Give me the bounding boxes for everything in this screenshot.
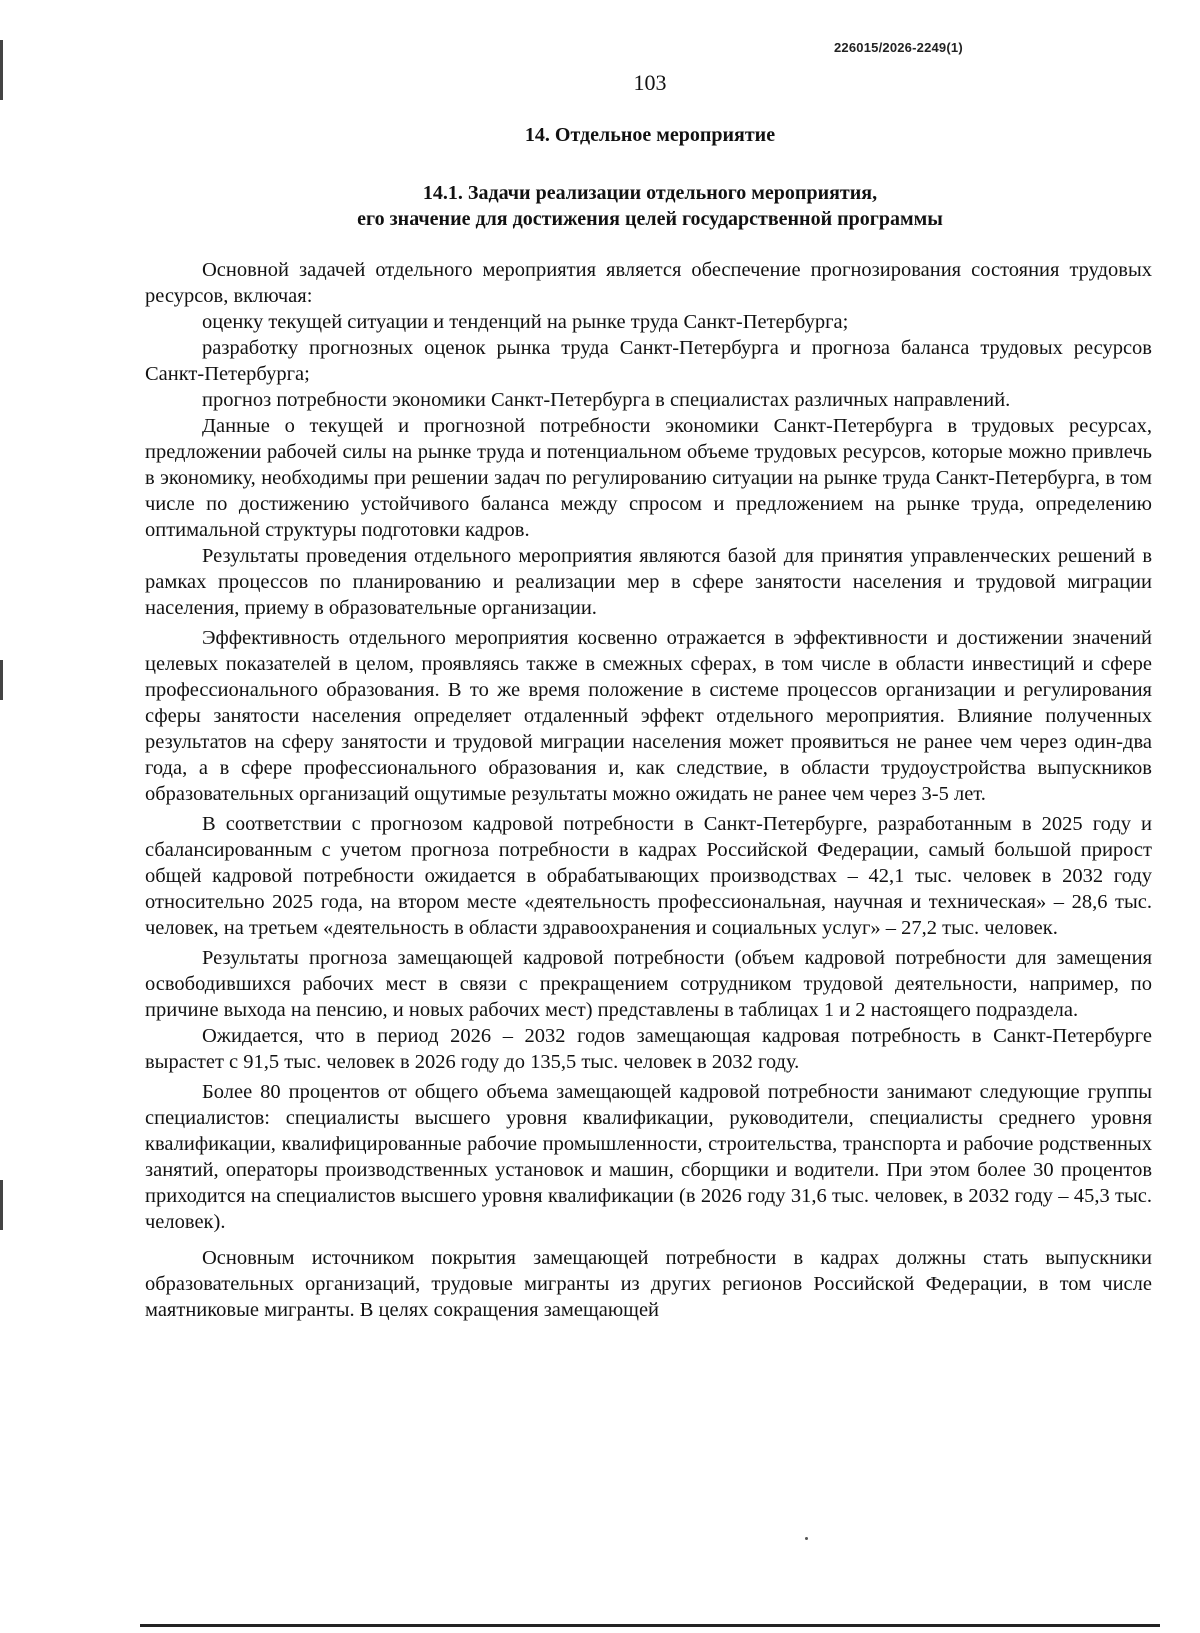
subsection-title [0, 180, 1200, 232]
document-id: 226015/2026-2249(1) [834, 40, 963, 55]
paragraph: В соответствии с прогнозом кадровой потребности в Санкт-Петербурге, разработанным в 2025 году и сбалансированным с учетом прогноза потребности в кадрах Российской Федерации, самый большой прирост общей кадровой потребности ожидается в обрабатывающих производствах – 42,1 тыс. человек в 2032 году относительно 2025 года, на втором месте «деятельность профессиональная, научная и техническая» – 28,6 тыс. человек, на третьем «деятельность в области здравоохранения и социальных услуг» – 27,2 тыс. человек. [145, 813, 1152, 939]
scan-edge-mark [0, 1180, 3, 1230]
document-body [145, 257, 1152, 1323]
subsection-title-line: 14.1. Задачи реализации отдельного мероприятия, [422, 182, 878, 204]
paragraph: Результаты прогноза замещающей кадровой потребности (объем кадровой потребности для замещения освободившихся рабочих мест в связи с прекращением сотрудником трудовой деятельности, например, по причине выхода на пенсию, и новых рабочих мест) представлены в таблицах 1 и 2 настоящего подраздела. [145, 947, 1152, 1021]
list-item: оценку текущей ситуации и тенденций на рынке труда Санкт-Петербурга; [202, 311, 849, 333]
scan-edge-mark [0, 660, 3, 700]
list-item: разработку прогнозных оценок рынка труда Санкт-Петербурга и прогноза баланса трудовых ресурсов Санкт-Петербурга; [145, 337, 1152, 385]
paragraph: Эффективность отдельного мероприятия косвенно отражается в эффективности и достижении значений целевых показателей в целом, проявляясь также в смежных сферах, в том числе в области инвестиций и сфере профессионального образования. В то же время положение в системе процессов организации и регулирования сферы занятости населения определяет отдаленный эффект отдельного мероприятия. Влияние полученных результатов на сферу занятости и трудовой миграции населения может проявиться не ранее чем через один-два года, а в сфере профессионального образования и, как следствие, в области трудоустройства выпускников образовательных организаций ощутимые результаты можно ожидать не ранее чем через 3-5 лет. [145, 627, 1152, 805]
page-bottom-edge [140, 1624, 1160, 1627]
paragraph: Результаты проведения отдельного мероприятия являются базой для принятия управленческих решений в рамках процессов по планированию и реализации мер в сфере занятости населения и трудовой миграции населения, приему в образовательные организации. [145, 545, 1152, 619]
paragraph: Основным источником покрытия замещающей потребности в кадрах должны стать выпускники образовательных организаций, трудовые мигранты из других регионов Российской Федерации, в том числе маятниковые мигранты. В целях сокращения замещающей [145, 1247, 1152, 1321]
paragraph: Ожидается, что в период 2026 – 2032 годов замещающая кадровая потребность в Санкт-Петербурге вырастет с 91,5 тыс. человек в 2026 году до 135,5 тыс. человек в 2032 году. [145, 1025, 1152, 1073]
scan-speck [805, 1537, 808, 1540]
paragraph: Данные о текущей и прогнозной потребности экономики Санкт-Петербурга в трудовых ресурсах, предложении рабочей силы на рынке труда и потенциальном объеме трудовых ресурсов, которые можно привлечь в экономику, необходимы при решении задач по регулированию ситуации на рынке труда Санкт-Петербурга, в том числе по достижению устойчивого баланса между спросом и предложением на рынке труда, определению оптимальной структуры подготовки кадров. [145, 415, 1152, 541]
paragraph: Основной задачей отдельного мероприятия является обеспечение прогнозирования состояния трудовых ресурсов, включая: [145, 259, 1152, 307]
page-number: 103 [633, 70, 667, 95]
paragraph: Более 80 процентов от общего объема замещающей кадровой потребности занимают следующие группы специалистов: специалисты высшего уровня квалификации, руководители, специалисты среднего уровня квалификации, квалифицированные рабочие промышленности, строительства, транспорта и рабочие родственных занятий, операторы производственных установок и машин, сборщики и водители. При этом более 30 процентов приходится на специалистов высшего уровня квалификации (в 2026 году 31,6 тыс. человек, в 2032 году – 45,3 тыс. человек). [145, 1081, 1152, 1233]
subsection-title-line: его значение для достижения целей государственной программы [357, 208, 943, 230]
list-item: прогноз потребности экономики Санкт-Петербурга в специалистах различных направлений. [202, 389, 1011, 411]
section-title: 14. Отдельное мероприятие [524, 124, 776, 146]
